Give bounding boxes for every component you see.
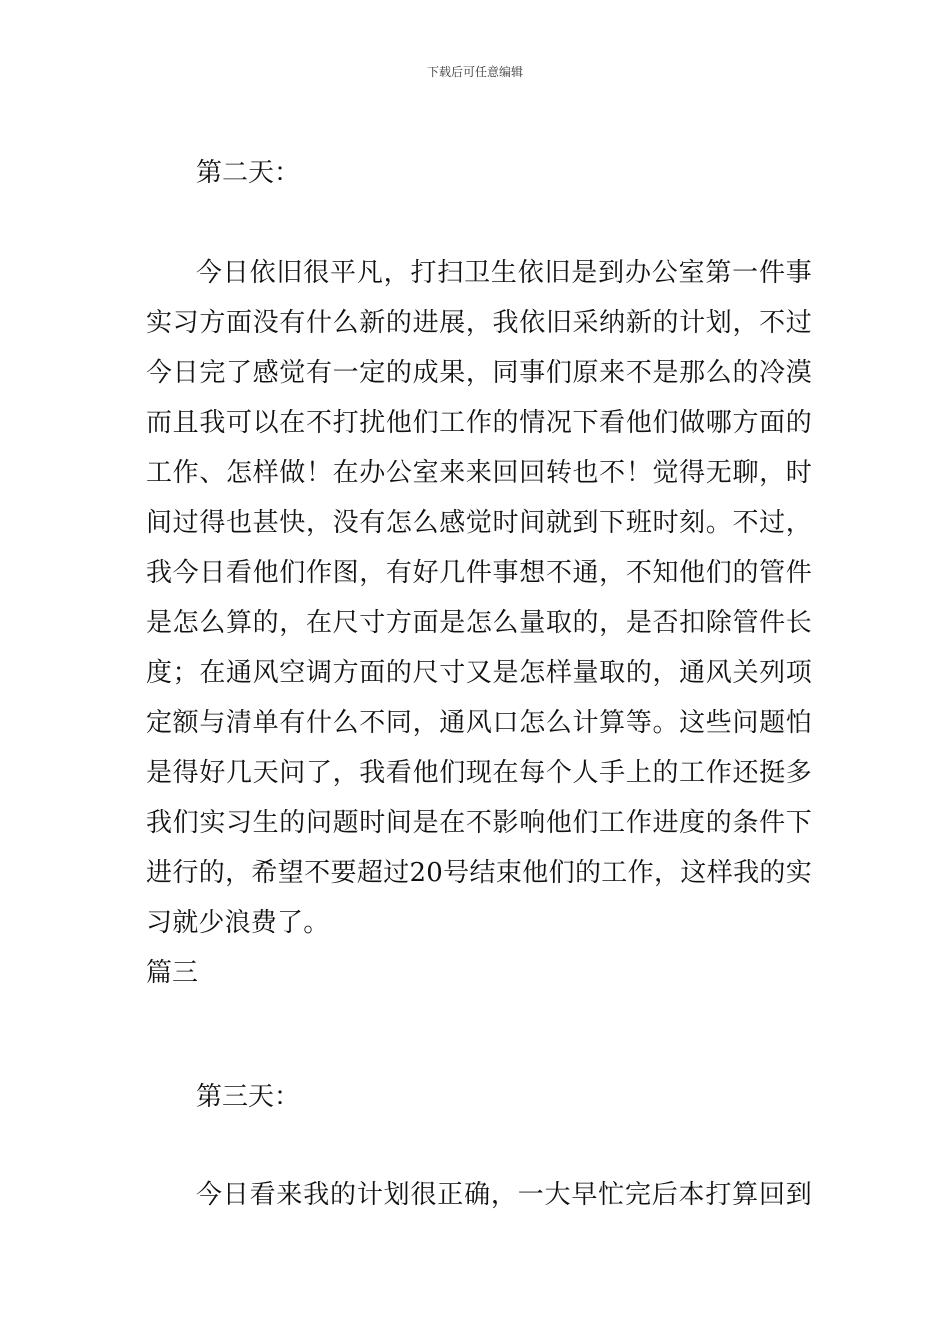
- paragraph-line: 进行的，希望不要超过20号结束他们的工作，这样我的实: [146, 858, 812, 888]
- page-header: 下载后可任意编辑: [426, 65, 523, 79]
- paragraph-line: 间过得也甚快，没有怎么感觉时间就到下班时刻。不过，: [146, 508, 812, 538]
- day3-heading: 第三天：: [196, 1082, 301, 1112]
- paragraph-line: 而且我可以在不打扰他们工作的情况下看他们做哪方面的: [146, 408, 812, 438]
- paragraph-line: 定额与清单有什么不同，通风口怎么计算等。这些问题怕: [146, 708, 812, 738]
- paragraph-line: 今日完了感觉有一定的成果，同事们原来不是那么的冷漠: [146, 358, 812, 388]
- paragraph-line: 今日依旧很平凡，打扫卫生依旧是到办公室第一件事: [196, 258, 812, 288]
- paragraph-line: 习就少浪费了。: [146, 908, 330, 938]
- paragraph-line: 度；在通风空调方面的尺寸又是怎样量取的，通风关列项: [146, 658, 812, 688]
- paragraph-line: 工作、怎样做！在办公室来来回回转也不！觉得无聊，时: [146, 458, 812, 488]
- day2-heading: 第二天：: [196, 158, 301, 188]
- paragraph-line: 是怎么算的，在尺寸方面是怎么量取的，是否扣除管件长: [146, 608, 812, 638]
- paragraph-line: 实习方面没有什么新的进展，我依旧采纳新的计划，不过: [146, 308, 812, 338]
- paragraph-line: 我今日看他们作图，有好几件事想不通，不知他们的管件: [146, 558, 812, 588]
- paragraph-line: 我们实习生的问题时间是在不影响他们工作进度的条件下: [146, 808, 812, 838]
- paragraph-line: 是得好几天问了，我看他们现在每个人手上的工作还挺多: [146, 758, 812, 788]
- part-three-label: 篇三: [146, 958, 199, 988]
- day3-paragraph: [146, 1170, 812, 1220]
- paragraph-line: 今日看来我的计划很正确，一大早忙完后本打算回到: [196, 1180, 812, 1210]
- day2-paragraph: [146, 248, 812, 948]
